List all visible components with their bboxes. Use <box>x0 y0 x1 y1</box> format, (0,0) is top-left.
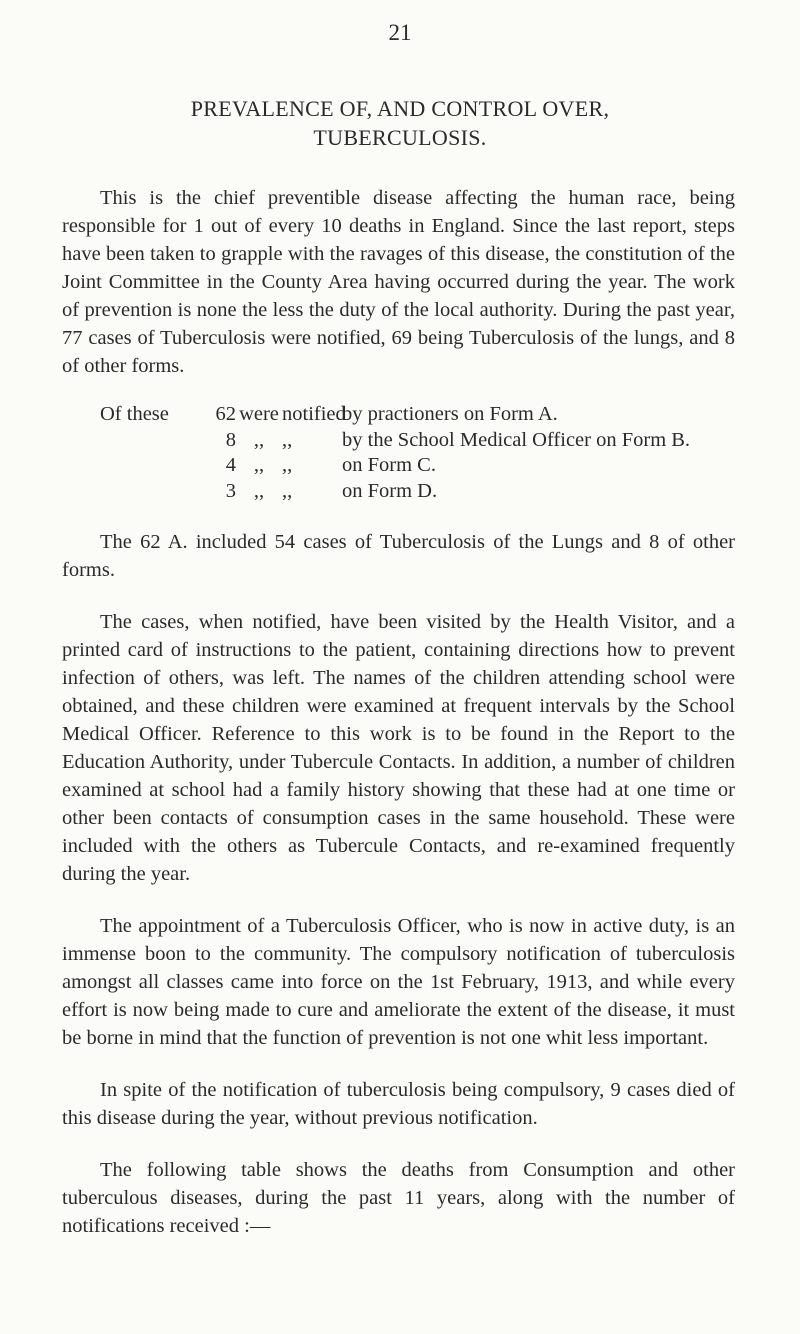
notification-ditto: ,, <box>253 428 265 451</box>
notification-ditto-2: ,, <box>282 428 293 451</box>
notification-row <box>100 428 760 454</box>
page-number: 21 <box>388 20 412 45</box>
notification-count: 62 <box>215 403 236 425</box>
heading-line-2: TUBERCULOSIS. <box>313 125 487 150</box>
paragraph-health-visitor: The cases, when notified, have been visited by the Health Visitor, and a printed card of instructions to the patient, containing directions how to prevent infection of others, was left. The names of the children attending school were obtained, and these children were examined at frequent intervals by the School Medical Officer. Reference to this work is to be found in the Report to the Education Authority, under Tubercule Contacts. In addition, a number of children examined at school had a family history showing that these had at one time or other been contacts of consumption cases in the same household. These were included with the others as Tubercule Contacts, and re-examined frequently during the year. <box>62 611 735 885</box>
notification-verb-2: notified <box>282 403 346 425</box>
notification-text: by the School Medical Officer on Form B. <box>342 428 691 451</box>
notification-prefix <box>100 479 212 505</box>
notification-row <box>100 453 760 479</box>
notification-prefix <box>100 428 212 454</box>
notification-count: 3 <box>225 479 236 502</box>
notification-ditto: ,, <box>253 454 265 476</box>
notification-text: on Form C. <box>342 454 436 476</box>
paragraph-table-intro: The following table shows the deaths from Consumption and other tuberculous diseases, during the past 11 years, along with the number of notifications received :— <box>62 1159 735 1237</box>
notification-count: 8 <box>225 428 236 451</box>
notification-count: 4 <box>225 454 236 476</box>
paragraph-form-a-breakdown: The 62 A. included 54 cases of Tuberculosis of the Lungs and 8 of other forms. <box>62 531 735 581</box>
notification-text: on Form D. <box>342 479 438 502</box>
notification-row <box>100 479 760 505</box>
paragraph-intro: This is the chief preventible disease affecting the human race, being responsible for 1 out of every 10 deaths in England. Since the last report, steps have been taken to grapple with the ravages of this disease, the constitution of the Joint Committee in the County Area having occurred during the year. The work of prevention is none the less the duty of the local authority. During the past year, 77 cases of Tuberculosis were notified, 69 being Tuberculosis of the lungs, and 8 of other forms. <box>62 187 735 377</box>
notification-row <box>100 402 760 428</box>
paragraph-unnotified-deaths: In spite of the notification of tuberculosis being compulsory, 9 cases died of this disease during the year, without previous notification. <box>62 1079 735 1129</box>
notification-list <box>100 402 760 504</box>
notification-text: by practioners on Form A. <box>342 403 558 425</box>
heading-line-1: PREVALENCE OF, AND CONTROL OVER, <box>190 96 610 121</box>
section-heading <box>0 94 800 152</box>
notification-ditto: ,, <box>253 479 265 502</box>
paragraph-tuberculosis-officer: The appointment of a Tuberculosis Officer, who is now in active duty, is an immense boon to the community. The compulsory notification of tuberculosis amongst all classes came into force on the 1st February, 1913, and while every effort is now being made to cure and ameliorate the extent of the disease, it must be borne in mind that the function of prevention is not one whit less important. <box>62 915 735 1049</box>
notification-ditto-2: ,, <box>282 479 293 502</box>
notification-ditto-2: ,, <box>282 454 293 476</box>
notification-verb: were <box>239 403 279 425</box>
notification-prefix <box>100 453 212 479</box>
notification-prefix: Of these <box>100 403 169 425</box>
